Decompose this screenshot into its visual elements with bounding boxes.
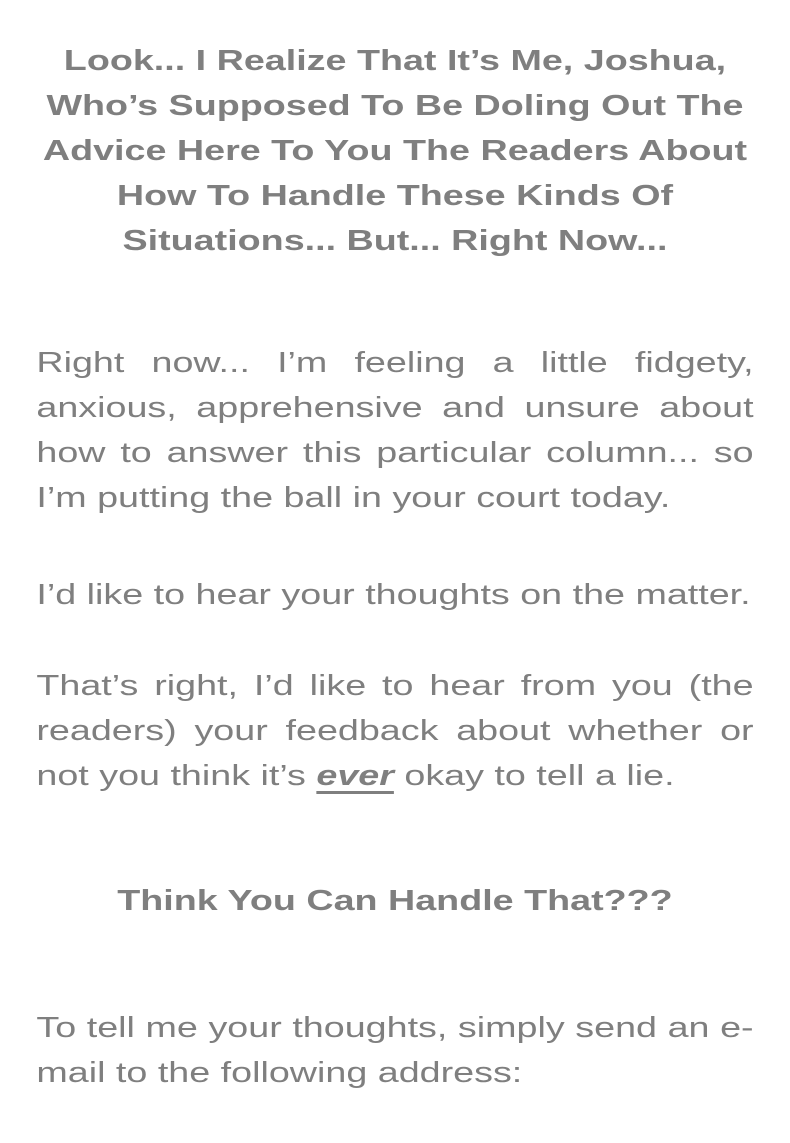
main-heading: Look... I Realize That It’s Me, Joshua, Who’s Supposed To Be Doling Out The Advice Here To You The Readers About How To Handle These Kinds Of Situations... But... Right Now... [42, 45, 748, 257]
paragraph-email-instruction: To tell me your thoughts, simply send an e-mail to the following address: [36, 1012, 754, 1089]
paragraph-feeling: Right now... I’m feeling a little fidgety, anxious, apprehensive and unsure about how to answer this particular column... so I’m putting the ball in your court today. [36, 347, 754, 514]
paragraph-thoughts: I’d like to hear your thoughts on the matter. [36, 579, 751, 611]
paragraph-feedback [36, 664, 753, 799]
feedback-text-after: okay to tell a lie. [393, 760, 675, 792]
feedback-text-before: That’s right, I’d like to hear from you (the readers) your feedback about whether or not you think it’s [36, 670, 754, 792]
emphasized-ever: ever [316, 760, 394, 792]
sub-heading: Think You Can Handle That??? [117, 885, 673, 917]
